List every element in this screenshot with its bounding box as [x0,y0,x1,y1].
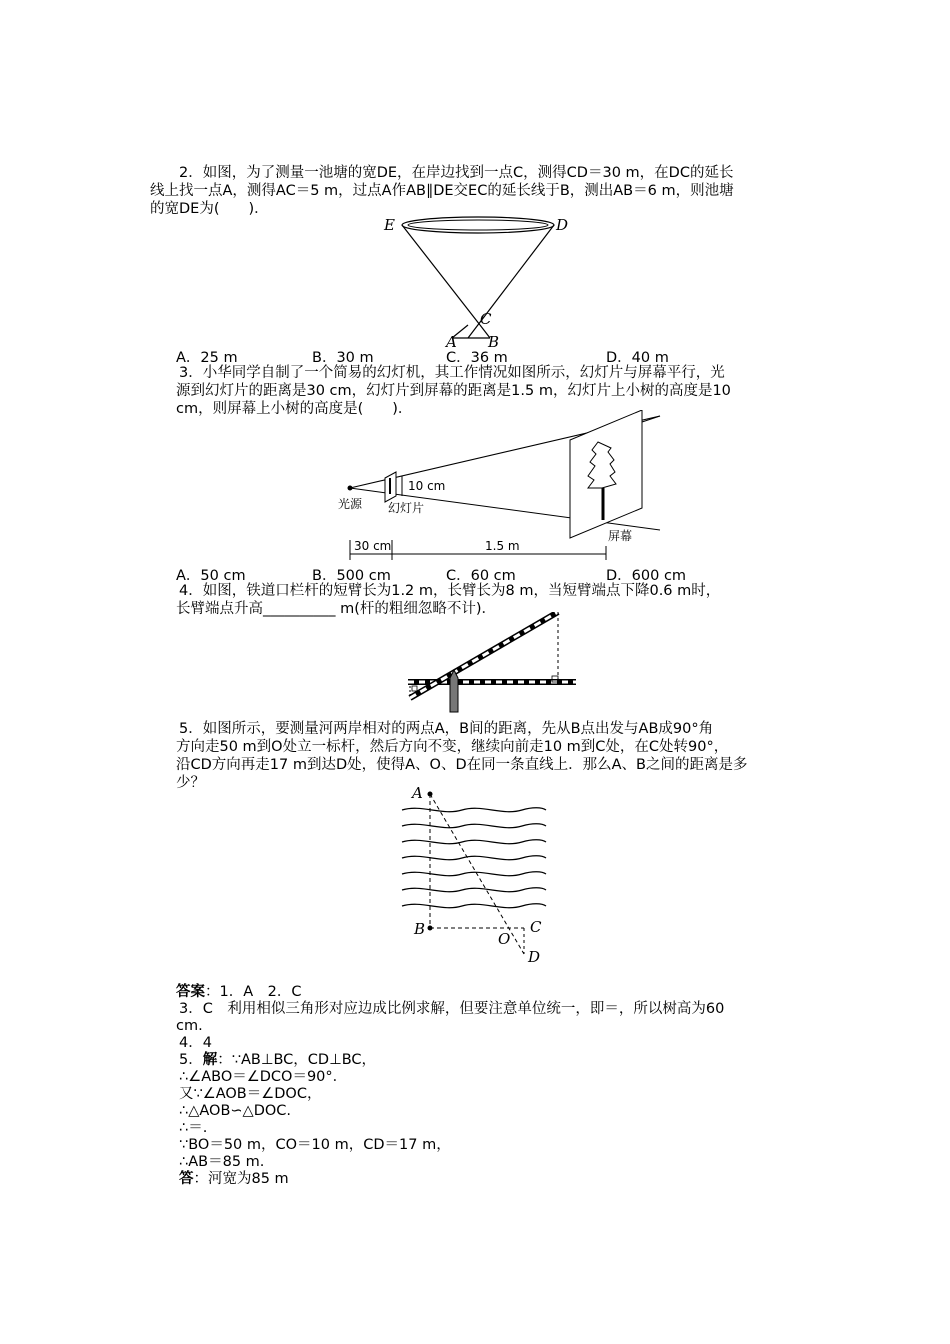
pond-label-c: C [480,310,492,328]
slide-label: 幻灯片 [388,501,425,515]
answers-1-2: ：1．A 2．C [205,984,302,1000]
final-answer-heading: 答 [179,1171,194,1187]
pond-diagram [380,210,580,350]
q5-line-4: 少？ [176,775,205,791]
pond-label-a: A [446,333,457,350]
q4-line-1: 4．如图，铁道口栏杆的短臂长为1.2 m，长臂长为8 m，当短臂端点下降0.6 m时， [150,583,721,599]
screen-label: 屏幕 [608,529,633,543]
q2-option-c: C．36 m [446,350,508,366]
river-label-d: D [528,948,541,966]
answers-line-10: ∵BO＝50 m，CO＝10 m，CD＝17 m， [150,1137,451,1153]
river-label-a: A [412,784,423,802]
answers-line-3: cm. [176,1018,203,1034]
q3-line-1: 3．小华同学自制了一个简易的幻灯机，其工作情况如图所示，幻灯片与屏幕平行，光 [150,365,725,381]
answers-line-1 [176,984,302,1001]
q2-option-d: D．40 m [606,350,669,366]
q2-line-3: 的宽DE为( )． [150,201,269,217]
solution-heading: 解 [202,1052,218,1068]
q2-option-a: A．25 m [176,350,238,366]
projector-diagram [330,410,670,572]
answers-line-2: 3．C 利用相似三角形对应边成比例求解，但要注意单位统一，即＝，所以树高为60 [150,1001,725,1017]
q3-line-2: 源到幻灯片的距离是30 cm，幻灯片到屏幕的距离是1.5 m，幻灯片上小树的高度是10 [176,383,731,399]
answers-line-5: 5．解：∵AB⊥BC，CD⊥BC， [150,1052,377,1068]
q5-line-2: 方向走50 m到O处立一标杆，然后方向不变，继续向前走10 m到C处，在C处转90°， [176,739,729,755]
answers-line-7: 又∵∠AOB＝∠DOC， [150,1086,322,1102]
q4-line-2: 长臂端点升高__________ m(杆的粗细忽略不计)． [176,601,497,617]
q2-line-1: 2．如图，为了测量一池塘的宽DE，在岸边找到一点C，测得CD＝30 m，在DC的延长 [150,165,734,181]
q5-line-1: 5．如图所示，要测量河两岸相对的两点A，B间的距离，先从B点出发与AB成90°角 [150,721,714,737]
pond-label-d: D [556,216,569,234]
pond-label-e: E [384,216,395,234]
distance-1-5m-label: 1.5 m [485,539,520,553]
slide-height-label: 10 cm [408,479,446,493]
q3-option-a: A．50 cm [176,568,246,584]
railway-barrier-diagram [404,612,584,714]
river-label-b: B [414,920,426,938]
river-label-c: C [530,918,542,936]
answers-line-6: ∴∠ABO＝∠DCO＝90°． [150,1069,348,1085]
light-source-label: 光源 [338,497,363,511]
answers-heading: 答案 [176,984,205,1000]
q2-option-b: B．30 m [312,350,374,366]
distance-30cm-label: 30 cm [354,539,392,553]
answers-line-9: ∴＝. [150,1120,208,1136]
river-label-o: O [498,930,511,948]
answers-line-8: ∴△AOB∽△DOC. [150,1103,292,1119]
q3-option-b: B．500 cm [312,568,391,584]
q3-option-d: D．600 cm [606,568,687,584]
q3-line-3: cm，则屏幕上小树的高度是( )． [176,401,413,417]
answers-line-11: ∴AB＝85 m. [150,1154,265,1170]
q2-line-2: 线上找一点A，测得AC＝5 m，过点A作AB∥DE交EC的延长线于B，测出AB＝6 m，则池塘 [150,183,734,199]
pond-label-b: B [488,333,500,350]
river-diagram [400,784,560,966]
q5-line-3: 沿CD方向再走17 m到达D处，使得A、O、D在同一条直线上．那么A、B之间的距离是多 [176,757,748,773]
answers-line-4: 4．4 [150,1035,212,1051]
answers-line-12: 答：河宽为85 m [179,1171,289,1187]
q3-option-c: C．60 cm [446,568,516,584]
